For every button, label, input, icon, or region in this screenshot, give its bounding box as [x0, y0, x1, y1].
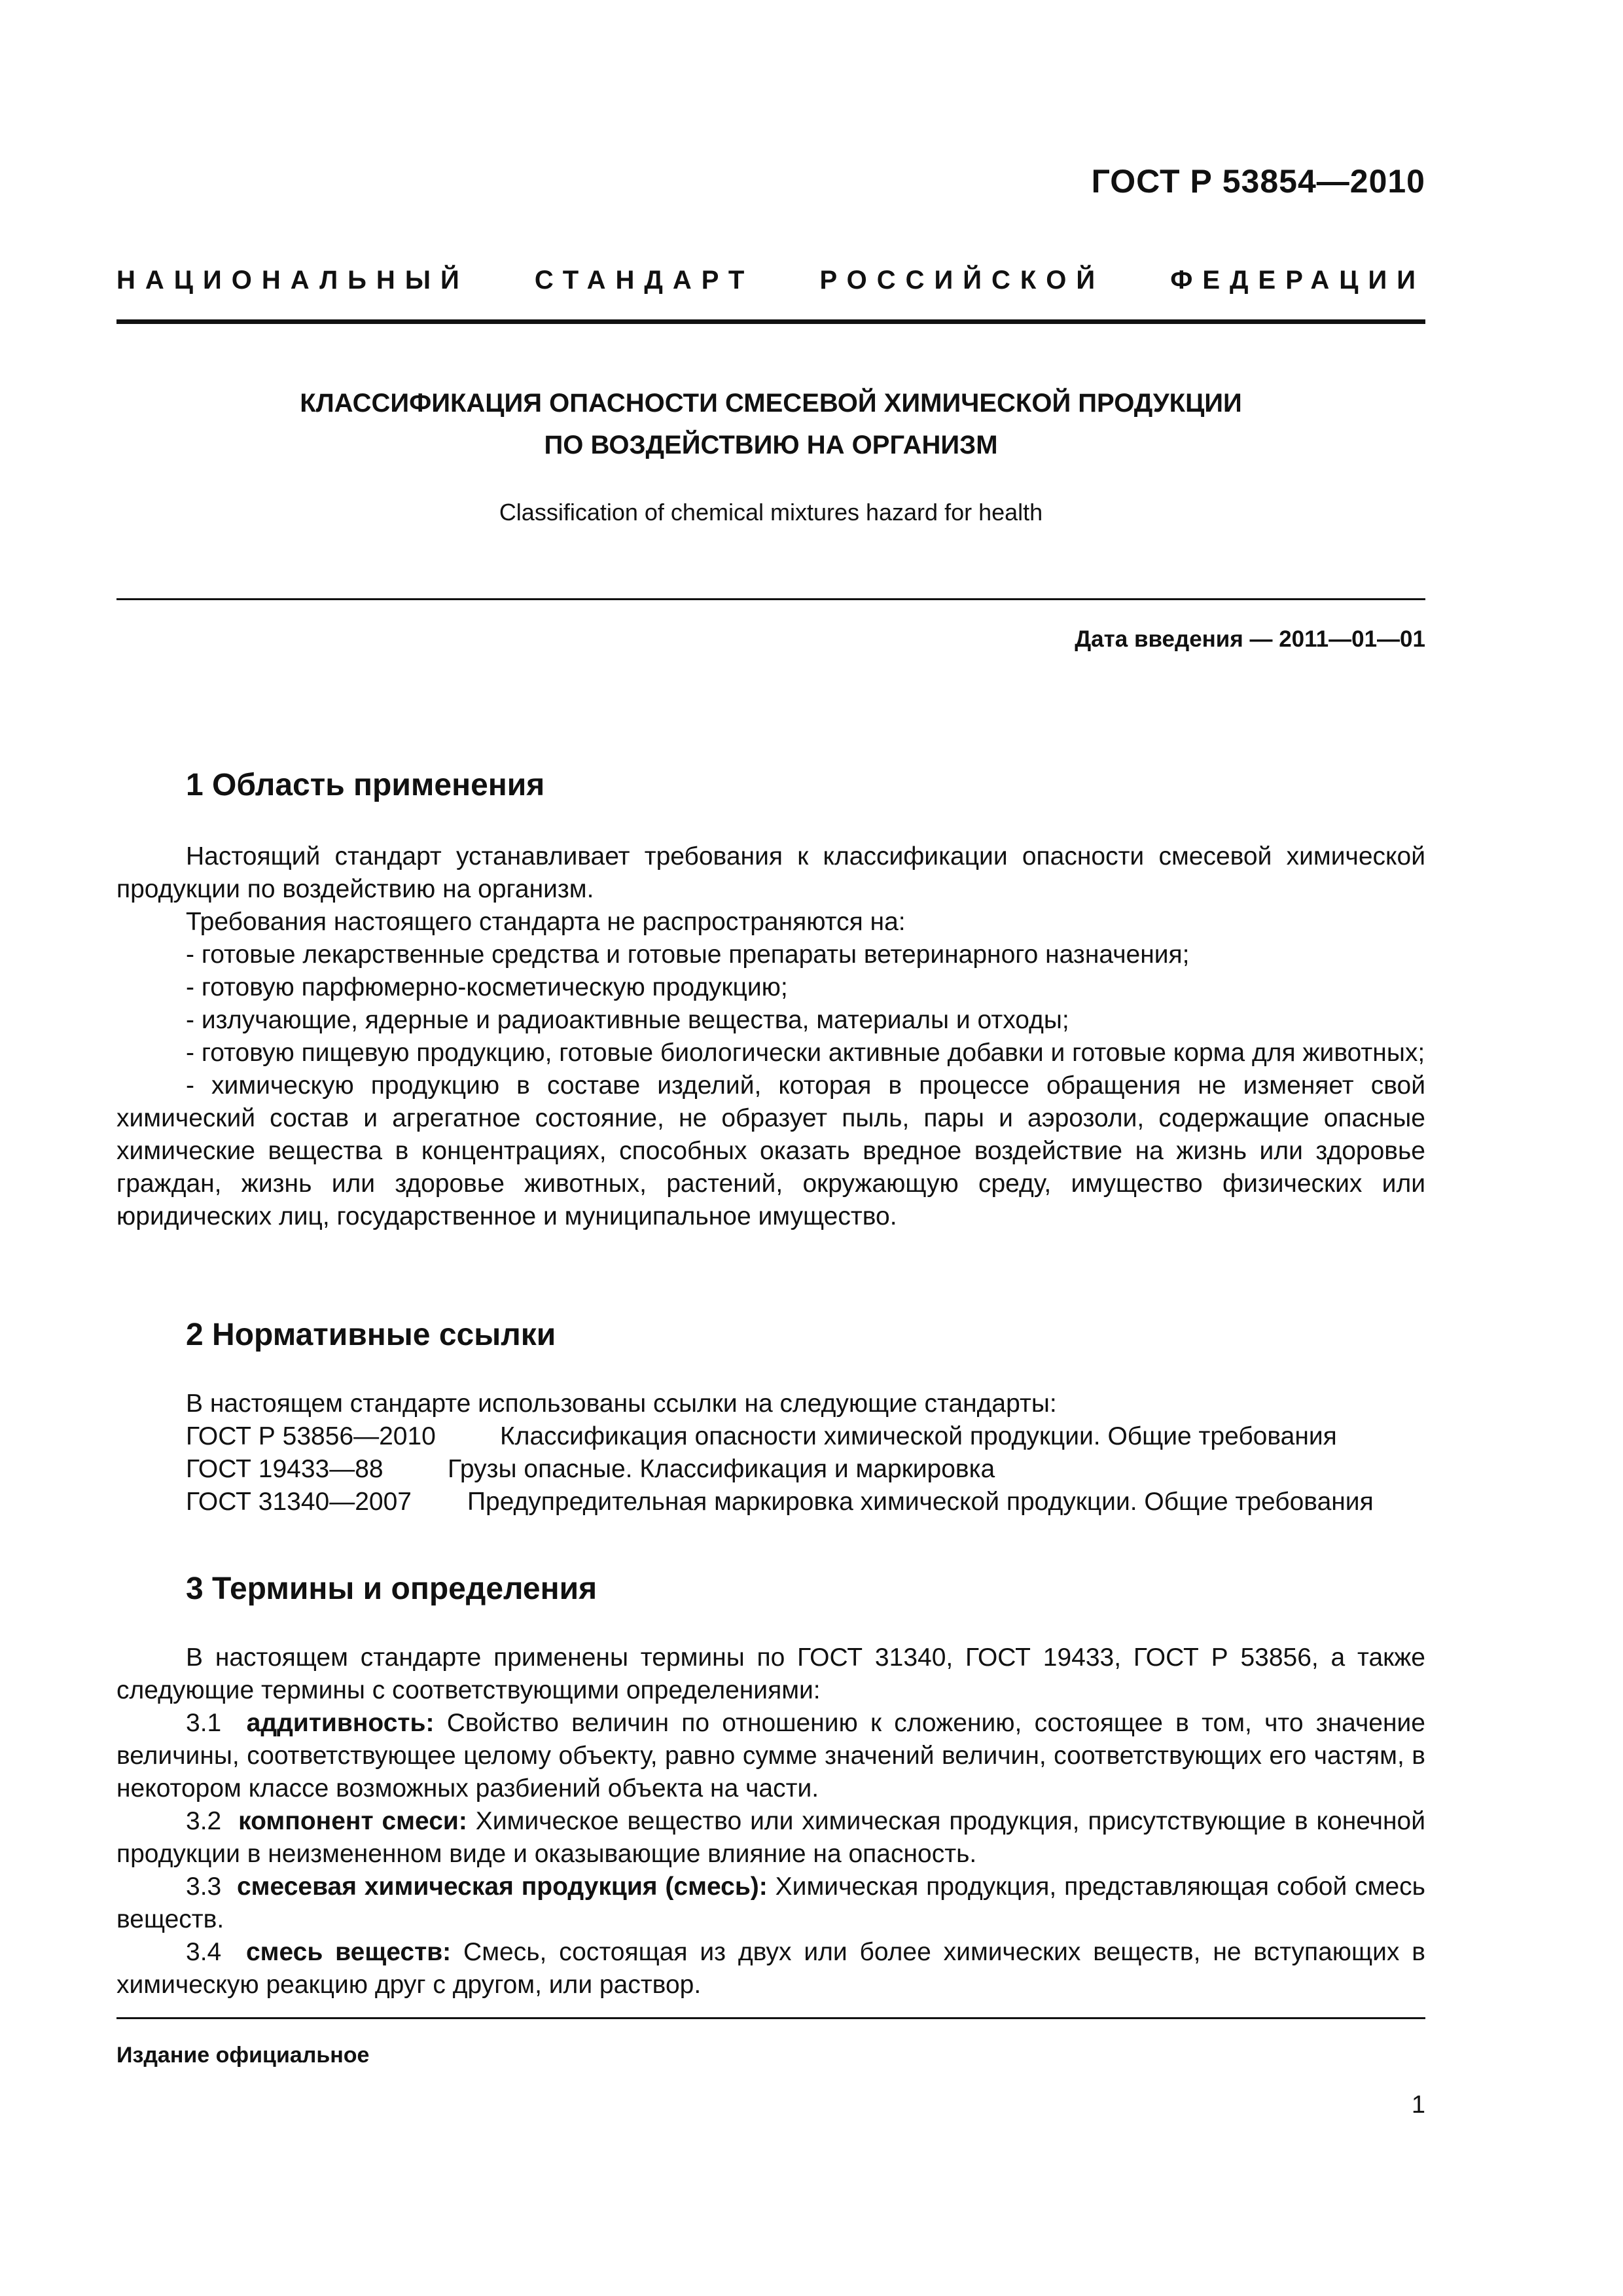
term-name: аддитивность:: [246, 1709, 435, 1737]
reference-code: ГОСТ 31340—2007: [186, 1488, 412, 1516]
list-item: - излучающие, ядерные и радиоактивные вещества, материалы и отходы;: [186, 1006, 1069, 1034]
reference-code: ГОСТ 19433—88: [186, 1455, 383, 1483]
document-title: [116, 382, 1425, 466]
reference-title: Классификация опасности химической продукции. Общие требования: [500, 1422, 1337, 1450]
definition-item: [116, 1936, 1425, 2001]
section-1-heading: 1 Область применения: [186, 768, 545, 802]
section-2-heading: 2 Нормативные ссылки: [186, 1318, 556, 1352]
list-item: - готовые лекарственные средства и готовые препараты ветеринарного назначения;: [186, 941, 1190, 969]
title-line-1: КЛАССИФИКАЦИЯ ОПАСНОСТИ СМЕСЕВОЙ ХИМИЧЕСКОЙ ПРОДУКЦИИ: [300, 389, 1242, 418]
header-divider: [116, 319, 1425, 324]
paragraph: Настоящий стандарт устанавливает требования к классификации опасности смесевой химической продукции по воздействию на организм.: [116, 842, 1425, 903]
introduction-date: Дата введения — 2011—01—01: [1075, 626, 1425, 652]
term-number: 3.2: [186, 1807, 222, 1835]
term-name: смесь веществ:: [245, 1938, 452, 1966]
term-name: смесевая химическая продукция (смесь):: [236, 1873, 768, 1901]
list-item: - готовую пищевую продукцию, готовые биологически активные добавки и готовые корма для животных;: [186, 1039, 1425, 1067]
term-number: 3.4: [186, 1938, 222, 1966]
list-item: - химическую продукцию в составе изделий, которая в процессе обращения не изменяет свой химический состав и агрегатное состояние, не образует пыль, пары и аэрозоли, содержащие опасные химические вещества в концентрациях, способных оказать вредное воздействие на жизнь или здоровье граждан, жизнь или здоровье животных, растений, окружающую среду, имущество физических или юридических лиц, государственное и муниципальное имущество.: [116, 1071, 1425, 1230]
paragraph: Требования настоящего стандарта не распространяются на:: [186, 908, 906, 936]
document-number: ГОСТ Р 53854—2010: [1091, 163, 1425, 200]
reference-item: [116, 1453, 1425, 1486]
reference-title: Предупредительная маркировка химической продукции. Общие требования: [467, 1488, 1374, 1516]
reference-title: Грузы опасные. Классификация и маркировка: [448, 1455, 995, 1483]
term-definition: Смесь, состоящая из двух или более химических веществ, не вступающих в химическую реакцию друг с другом, или раствор.: [116, 1938, 1426, 1999]
title-line-2: ПО ВОЗДЕЙСТВИЮ НА ОРГАНИЗМ: [544, 431, 998, 459]
reference-item: [116, 1486, 1425, 1518]
title-divider: [116, 598, 1425, 600]
definition-item: [116, 1707, 1425, 1805]
definition-item: [116, 1871, 1425, 1936]
reference-item: [116, 1420, 1425, 1453]
section-3-heading: 3 Термины и определения: [186, 1571, 597, 1606]
section-3-body: [116, 1641, 1425, 2001]
english-title: Classification of chemical mixtures hazard for health: [499, 499, 1043, 526]
section-2-body: [116, 1388, 1425, 1518]
term-number: 3.3: [186, 1873, 222, 1901]
national-standard-banner: [116, 266, 1425, 295]
definition-item: [116, 1805, 1425, 1871]
term-definition: Свойство величин по отношению к сложению, состоящее в том, что значение величины, соответствующее целому объекту, равно сумме значений величин, соответствующих его частям, в некотором классе возможных разбиений объекта на части.: [116, 1709, 1425, 1803]
term-definition: Химическое вещество или химическая продукция, присутствующие в конечной продукции в неизмененном виде и оказывающие влияние на опасность.: [116, 1807, 1425, 1868]
paragraph: В настоящем стандарте применены термины по ГОСТ 31340, ГОСТ 19433, ГОСТ Р 53856, а также следующие термины с соответствующими определениями:: [116, 1643, 1425, 1704]
banner-word: РОССИЙСКОЙ: [819, 266, 1105, 295]
section-1-body: [116, 840, 1425, 1233]
banner-word: СТАНДАРТ: [534, 266, 755, 295]
banner-word: НАЦИОНАЛЬНЫЙ: [116, 266, 469, 295]
term-name: компонент смеси:: [238, 1807, 467, 1835]
term-definition: Химическая продукция, представляющая собой смесь веществ.: [116, 1873, 1425, 1933]
banner-word: ФЕДЕРАЦИИ: [1170, 266, 1425, 295]
paragraph: В настоящем стандарте использованы ссылки на следующие стандарты:: [186, 1390, 1057, 1418]
page-number: 1: [1411, 2091, 1425, 2119]
term-number: 3.1: [186, 1709, 222, 1737]
list-item: - готовую парфюмерно-косметическую продукцию;: [186, 973, 788, 1001]
edition-label: Издание официальное: [116, 2043, 370, 2068]
footer-divider: [116, 2017, 1425, 2019]
reference-code: ГОСТ Р 53856—2010: [186, 1422, 436, 1450]
